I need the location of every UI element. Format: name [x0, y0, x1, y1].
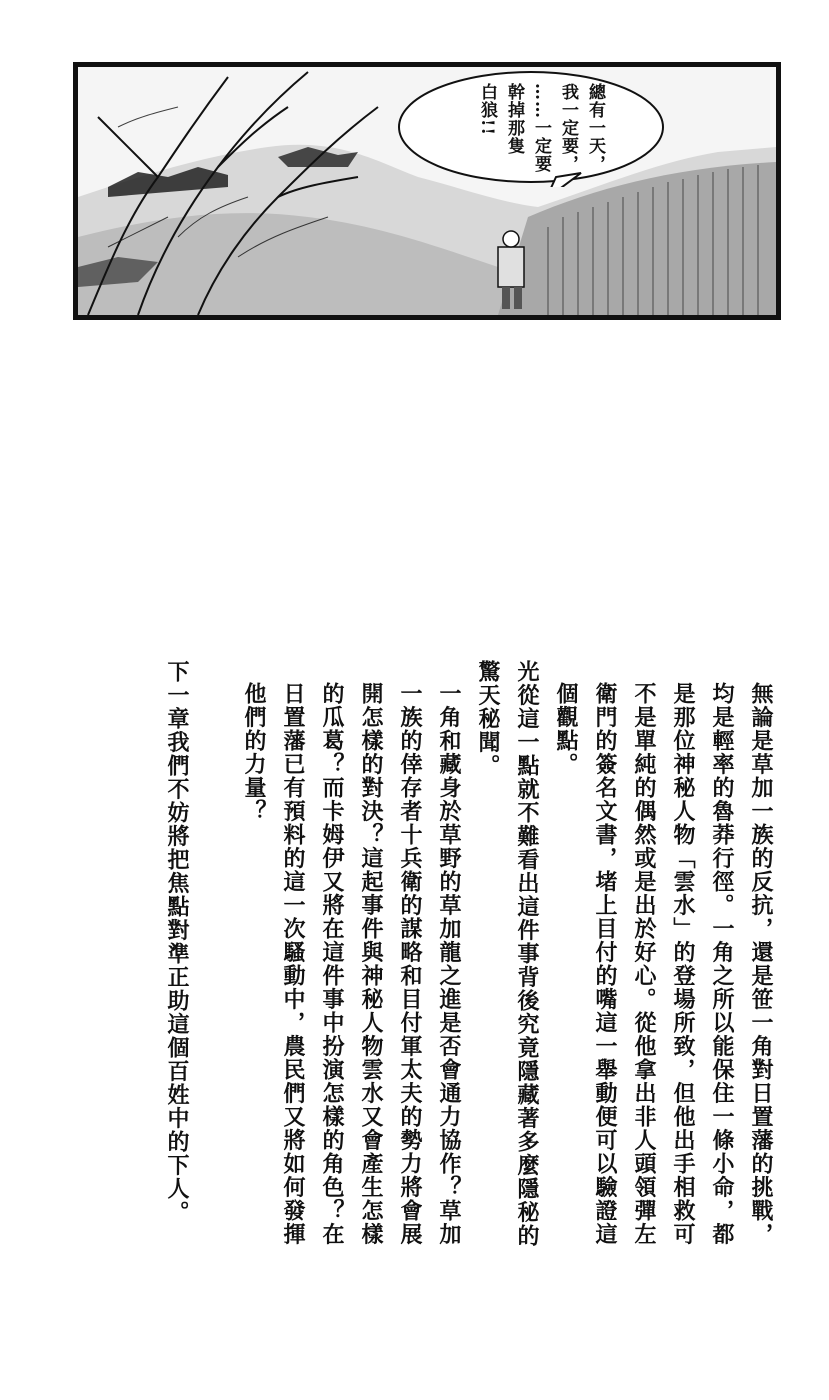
manga-panel [73, 62, 781, 320]
speech-line: 幹掉那隻 [504, 83, 524, 155]
paragraph: 光從這一點就不難看出這件事背後究竟隱藏著多麼隱秘的驚天秘聞。 [475, 660, 540, 1248]
speech-text [458, 83, 608, 177]
speech-line: 總有一天， [585, 83, 605, 173]
speech-balloon [396, 69, 666, 187]
speech-line: 我一定要， [558, 83, 578, 173]
paragraph: 一角和藏身於草野的草加龍之進是否會通力協作？草加一族的倖存者十兵衛的謀略和目付軍太夫的勢力將會展開怎樣的對決？這起事件與神秘人物雲水又會產生怎樣的瓜葛？而卡姆伊又將在這件事中扮演怎樣的角色？在日置藩已有預料的這一次騷動中，農民們又將如何發揮他們的力量？ [241, 682, 462, 1246]
speech-line: ……一定要 [531, 83, 551, 173]
paragraph: 無論是草加一族的反抗，還是笹一角對日置藩的挑戰，均是輕率的魯莽行徑。一角之所以能保住一條小命，都是那位神秘人物「雲水」的登場所致，但他出手相救可不是單純的偶然或是出於好心。從他拿出非人頭領彈左衛門的簽名文書，堵上目付的嘴這一舉動便可以驗證這個觀點。 [553, 682, 774, 1246]
paragraph: 下一章我們不妨將把焦點對準正助這個百姓中的下人。 [164, 660, 190, 1224]
commentary-text [100, 660, 780, 1260]
speech-line: 白狼!! [477, 83, 497, 136]
